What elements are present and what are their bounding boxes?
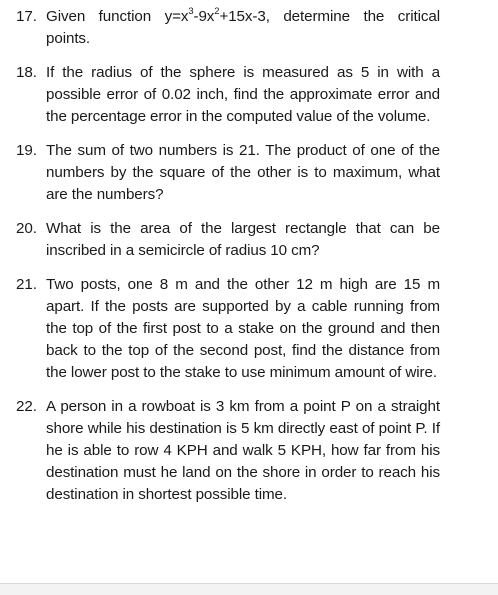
- problem-17: [16, 6, 440, 50]
- problem-text-intro: Given function: [46, 8, 165, 25]
- problem-text-outro: , determine the critical points.: [46, 8, 440, 47]
- problem-21: [16, 274, 440, 384]
- problem-number: 20.: [16, 220, 37, 237]
- problem-number: 22.: [16, 398, 37, 415]
- problem-text: Two posts, one 8 m and the other 12 m high are 15 m apart. If the posts are supported by a cable running from the top of the first post to a stake on the ground and then back to the top of the second post, find the distance from the lower post to the stake to use minimum amount of wire.: [46, 276, 440, 381]
- problem-number: 21.: [16, 276, 37, 293]
- problem-22: [16, 396, 440, 506]
- function-middle: -9x: [193, 8, 215, 25]
- problem-number: 18.: [16, 64, 37, 81]
- function-suffix: +15x-3: [219, 8, 266, 25]
- problem-20: [16, 218, 440, 262]
- problem-18: [16, 62, 440, 128]
- problem-text: A person in a rowboat is 3 km from a point P on a straight shore while his destination is 5 km directly east of point P. If he is able to row 4 KPH and walk 5 KPH, how far from his destination must he land on the shore in order to reach his destination in shortest possible time.: [46, 398, 440, 503]
- problem-text: The sum of two numbers is 21. The product of one of the numbers by the square of the other is to maximum, what are the numbers?: [46, 142, 440, 203]
- problem-text: [46, 6, 440, 50]
- problem-text: What is the area of the largest rectangle that can be inscribed in a semicircle of radius 10 cm?: [46, 220, 440, 259]
- exponent-cubed: 3: [188, 4, 194, 16]
- bottom-margin-band: [0, 584, 498, 595]
- exponent-squared: 2: [214, 4, 220, 16]
- problem-number: 17.: [16, 8, 37, 25]
- problem-list: [16, 6, 440, 518]
- problem-number: 19.: [16, 142, 37, 159]
- problem-text: If the radius of the sphere is measured as 5 in with a possible error of 0.02 inch, find the approximate error and the percentage error in the computed value of the volume.: [46, 64, 440, 125]
- function-prefix: y=x: [164, 8, 189, 25]
- problem-19: [16, 140, 440, 206]
